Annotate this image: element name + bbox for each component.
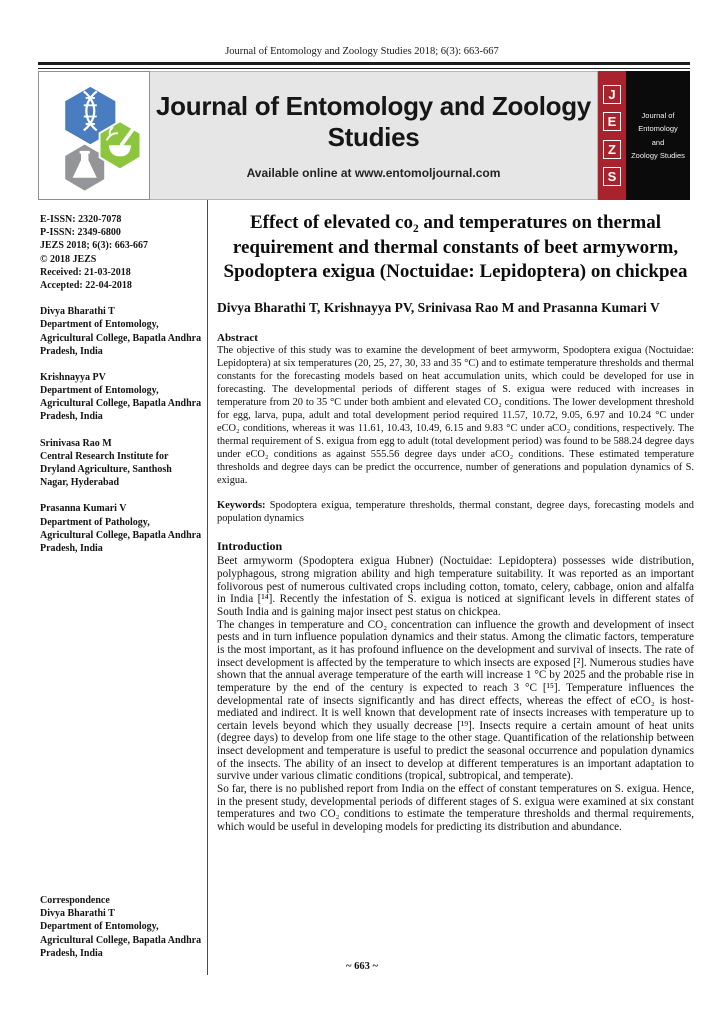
author-block xyxy=(40,305,202,358)
correspondence-affiliation: Department of Entomology, Agricultural College, Bapatla Andhra Pradesh, India xyxy=(40,921,202,959)
abstract-heading: Abstract xyxy=(217,332,258,345)
author-name: Divya Bharathi T xyxy=(40,306,115,318)
accepted-date: Accepted: 22-04-2018 xyxy=(40,279,132,291)
correspondence-label: Correspondence xyxy=(40,895,110,906)
author-block xyxy=(40,437,202,490)
author-affiliation: Department of Entomology, Agricultural College, Bapatla Andhra Pradesh, India xyxy=(40,319,202,357)
side-panel-line: and xyxy=(651,137,665,147)
author-name: Srinivasa Rao M xyxy=(40,437,112,449)
introduction-heading: Introduction xyxy=(217,539,283,554)
jezs-initials-strip xyxy=(598,71,626,200)
introduction-paragraph: Beet armyworm (Spodoptera exigua Hubner) (Noctuidae: Lepidoptera) possesses wide distribution, polyphagous, strong migration ability and high temperature suitability. It was reported as an important folivorous pest of numerous cultivated crops including cotton, tomato, celery, cabbage, onion and alfalfa in India [¹⁴]. Recently the infestation of S. exigua is noticed at significant levels in different states of South India and is gaining major insect pest status on chickpea. xyxy=(217,555,694,618)
author-affiliation: Central Research Institute for Dryland Agriculture, Santhosh Nagar, Hyderabad xyxy=(40,450,172,489)
author-block xyxy=(40,502,202,555)
side-panel-line: Entomology xyxy=(638,124,678,133)
introduction-paragraph: The changes in temperature and CO₂ concentration can influence the growth and development of insect pests and in turn influence population dynamics and their status. Among the climatic factors, temperature is the most important, as it has profound influence on the development and survival of insects. The rate of insect development is affected by the temperature to which insects are exposed [²]. Numerous studies have shown that the annual average temperature of the earth will increase 1 °C by 2025 and the probable rise in temperature by the end of the century is expected to reach 3 °C [¹⁵]. Temperature influences the developmental rate of insects significantly and has direct effects, whereas the effect of eCO₂ is host-mediated and indirect. It is well known that development rate of insects increases with temperature up to certain levels beyond which they usually decrease [¹⁹]. Insects require a certain amount of heat units (degree days) to develop from one life stage to the other stage. Quantification of the relationship between insect development and temperature is useful to predict the seasonal occurrence and population dynamics of the insects. The ability of an insect to develop at different temperatures is an important adaptation to survive under various climatic conditions (tropical, subtropical, and temperate). xyxy=(217,618,694,783)
jezs-letter-z: Z xyxy=(603,140,621,159)
received-date: Received: 21-03-2018 xyxy=(40,266,131,278)
correspondence-name: Divya Bharathi T xyxy=(40,908,115,920)
author-name: Prasanna Kumari V xyxy=(40,503,127,515)
journal-title: Journal of Entomology and Zoology Studies xyxy=(156,91,591,152)
journal-logo xyxy=(38,71,150,200)
logo-hexagons-graphic xyxy=(42,77,146,195)
article-authors: Divya Bharathi T, Krishnayya PV, Srinivasa Rao M and Prasanna Kumari V xyxy=(217,300,660,316)
keywords-line xyxy=(217,499,694,525)
article-body xyxy=(217,211,694,834)
journal-url-tagline[interactable]: Available online at www.entomoljournal.com xyxy=(246,166,501,180)
p-issn: P-ISSN: 2349-6800 xyxy=(40,227,121,239)
issue-meta-block xyxy=(40,213,202,292)
issue-citation: JEZS 2018; 6(3): 663-667 xyxy=(40,240,149,252)
keywords-text: Spodoptera exigua, temperature thresholds, thermal constant, degree days, forecasting models and population dynamics xyxy=(217,500,694,525)
abstract-text: The objective of this study was to examine the development of beet armyworm, Spodoptera exigua (Noctuidae: Lepidoptera) at six temperatures (20, 25, 27, 30, 33 and 35 °C) and to estimate temperature thresholds and thermal constants for the forecasting models based on heat accumulation units, which could be developed for use in forecasting. The developmental periods of different stages of S. exigua were reduced with increases in temperature from 20 to 35 °C under both ambient and elevated CO₂ conditions. The lower development threshold for egg, larva, pupa, adult and total development period required 11.57, 10.72, 9.05, 6.97 and 10.24 °C under eCO₂ conditions, whereas it was 11.61, 10.43, 10.49, 6.15 and 9.83 °C under aCO₂ conditions, respectively. The thermal requirement of S. exigua from egg to adult (total development period) was found to be 588.24 degree days under eCO₂ conditions as against 555.56 degree days under aCO₂ conditions. These estimated temperature thresholds and degree days can be predict the occurrence, number of generations and population dynamics of S. exigua. xyxy=(217,345,694,487)
side-panel-line: Journal of xyxy=(641,110,675,120)
jezs-letter-j: J xyxy=(603,85,621,104)
introduction-paragraph: So far, there is no published report from India on the effect of constant temperatures on S. exigua. Hence, in the present study, developmental periods of different stages of S. exigua were examined at six constant temperatures and two CO₂ conditions to estimate the temperature thresholds and thermal requirements, which would be useful in developing models for predicting its distribution and abundance. xyxy=(217,783,694,834)
article-title: Effect of elevated co₂ and temperatures on thermal requirement and thermal constants of beet armyworm, Spodoptera exigua (Noctuidae: Lepidoptera) on chickpea xyxy=(223,212,688,283)
author-block xyxy=(40,371,202,424)
jezs-letter-s: S xyxy=(603,167,621,186)
keywords-label: Keywords: xyxy=(217,500,266,512)
correspondence-block xyxy=(40,894,202,960)
side-panel-line: Zoology Studies xyxy=(631,151,685,160)
author-name: Krishnayya PV xyxy=(40,371,106,383)
author-affiliation: Department of Pathology, Agricultural College, Bapatla Andhra Pradesh, India xyxy=(40,516,202,554)
running-head: Journal of Entomology and Zoology Studies 2018; 6(3): 663-667 xyxy=(225,46,499,57)
copyright-line: © 2018 JEZS xyxy=(40,253,97,265)
banner-center xyxy=(150,71,598,200)
jezs-letter-e: E xyxy=(603,112,621,131)
page-number: ~ 663 ~ xyxy=(346,961,378,972)
column-divider xyxy=(207,200,208,975)
e-issn: E-ISSN: 2320-7078 xyxy=(40,214,122,225)
banner-side-panel xyxy=(626,71,690,200)
left-sidebar xyxy=(40,213,202,568)
journal-banner xyxy=(38,71,690,200)
header-rule xyxy=(38,62,690,69)
author-affiliation: Department of Entomology, Agricultural College, Bapatla Andhra Pradesh, India xyxy=(40,385,202,423)
